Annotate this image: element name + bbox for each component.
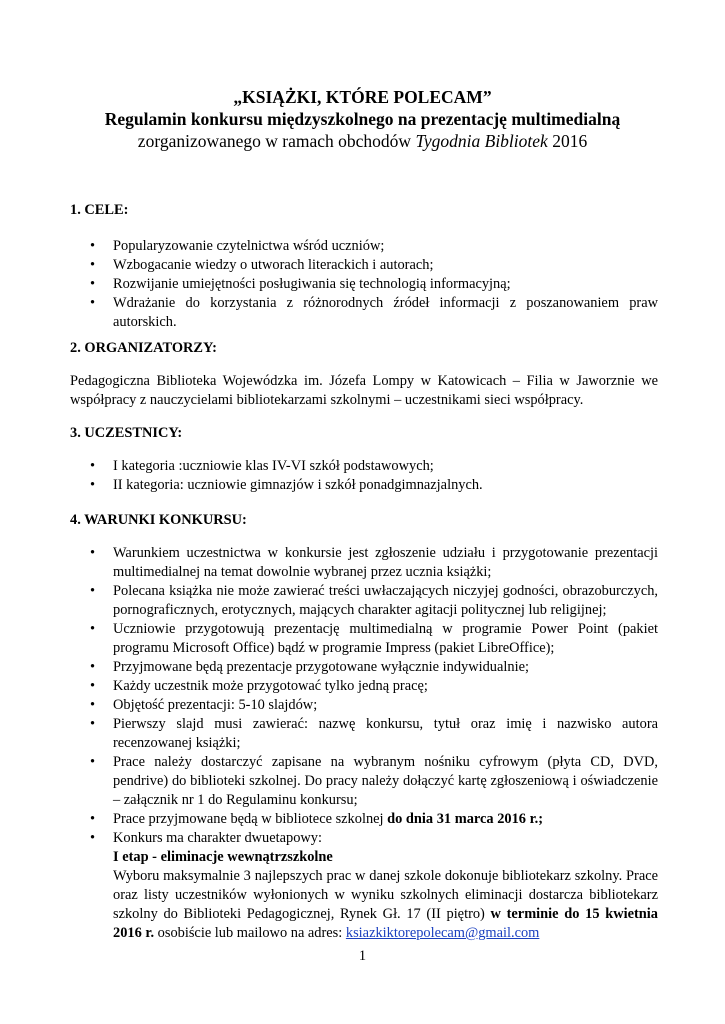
- stage1-text: Wyboru maksymalnie 3 najlepszych prac w danej szkole dokonuje bibliotekarz szkolny. Prace oraz listy uczestników wyłonionych w wyniku szkolnych eliminacji dostarcza bibliotekarz szkolny do Biblioteki Pedagogicznej, Rynek Gł. 17 (II piętro): [113, 868, 658, 922]
- section-organizatorzy: [70, 339, 658, 410]
- list-item: • Pierwszy slajd musi zawierać: nazwę konkursu, tytuł oraz imię i nazwisko autora recenzowanej książki;: [90, 716, 658, 751]
- occasion-prefix: zorganizowanego w ramach obchodów: [137, 131, 416, 151]
- document-occasion-line: [0, 130, 725, 152]
- uczestnicy-list: [70, 457, 658, 495]
- page-number: 1: [358, 948, 367, 964]
- section-title-warunki: 4. WARUNKI KONKURSU:: [70, 512, 247, 528]
- list-item-deadline: • Prace przyjmowane będą w bibliotece szkolnej do dnia 31 marca 2016 r.;: [90, 811, 544, 827]
- organizatorzy-text: Pedagogiczna Biblioteka Wojewódzka im. Józefa Lompy w Katowicach – Filia w Jaworznie we współpracy z nauczycielami bibliotekarzami szkolnymi – uczestnikami sieci współpracy.: [70, 373, 658, 408]
- list-item: • Warunkiem uczestnictwa w konkursie jest zgłoszenie udziału i przygotowanie prezentacji multimedialnej na temat dowolnie wybranej przez ucznia książki;: [90, 545, 658, 580]
- document-subtitle: Regulamin konkursu międzyszkolnego na prezentację multimedialną: [104, 109, 621, 129]
- list-item: • Wzbogacanie wiedzy o utworach literackich i autorach;: [90, 257, 434, 273]
- section-title-uczestnicy: 3. UCZESTNICY:: [70, 425, 183, 441]
- section-cele: [70, 201, 658, 332]
- list-item: • Przyjmowane będą prezentacje przygotowane wyłącznie indywidualnie;: [90, 659, 529, 675]
- list-item: • Polecana książka nie może zawierać treści uwłaczających niczyjej godności, obrazoburczych, pornograficznych, erotycznych, mających charakter agitacji politycznej lub religijnej;: [90, 583, 658, 618]
- list-item: • Prace należy dostarczyć zapisane na wybranym nośniku cyfrowym (płyta CD, DVD, pendrive) do biblioteki szkolnej. Do pracy należy dołączyć kartę zgłoszeniową i oświadczenie – załącznik nr 1 do Regulaminu konkursu;: [90, 754, 658, 808]
- list-item: • Popularyzowanie czytelnictwa wśród uczniów;: [90, 238, 385, 254]
- section-title-organizatorzy: 2. ORGANIZATORZY:: [70, 340, 217, 356]
- list-item-stages: • Konkurs ma charakter dwuetapowy: I etap - eliminacje wewnątrzszkolne Wyboru maksymalnie 3 najlepszych prac w danej szkole dokonuje bibliotekarz szkolny. Prace oraz listy uczestników wyłonionych w wyniku szkolnych eliminacji dostarcza bibliotekarz szkolny do Biblioteki Pedagogicznej, Rynek Gł. 17 (II piętro) w terminie do 15 kwietnia 2016 r. osobiście lub mailowo na adres: ksiazkiktorepolecam@gmail.com: [90, 830, 658, 941]
- list-item: • Objętość prezentacji: 5-10 slajdów;: [90, 697, 318, 713]
- section-title-cele: 1. CELE:: [70, 202, 129, 218]
- stage1-deadline: w terminie do 15 kwietnia 2016 r.: [113, 906, 658, 941]
- deadline-date: do dnia 31 marca 2016 r.;: [387, 811, 544, 827]
- list-item: • II kategoria: uczniowie gimnazjów i szkół ponadgimnazjalnych.: [90, 477, 483, 493]
- stage1-title: I etap - eliminacje wewnątrzszkolne: [113, 849, 333, 865]
- occasion-suffix: 2016: [547, 131, 588, 151]
- occasion-italic: Tygodnia Bibliotek: [415, 131, 548, 151]
- cele-list: [70, 237, 658, 332]
- list-item: • Uczniowie przygotowują prezentację multimedialną w programie Power Point (pakiet programu Microsoft Office) bądź w programie Impress (pakiet LibreOffice);: [90, 621, 658, 656]
- list-item: • Rozwijanie umiejętności posługiwania się technologią informacyjną;: [90, 276, 511, 292]
- section-warunki: [70, 511, 658, 943]
- contact-email-link[interactable]: ksiazkiktorepolecam@gmail.com: [345, 925, 540, 941]
- list-item: • Każdy uczestnik może przygotować tylko jedną pracę;: [90, 678, 428, 694]
- section-uczestnicy: [70, 424, 658, 495]
- list-item: • Wdrażanie do korzystania z różnorodnych źródeł informacji z poszanowaniem praw autorskich.: [90, 295, 658, 330]
- warunki-list: [70, 544, 658, 943]
- document-title: „KSIĄŻKI, KTÓRE POLECAM”: [233, 87, 492, 107]
- list-item: • I kategoria :uczniowie klas IV-VI szkół podstawowych;: [90, 458, 434, 474]
